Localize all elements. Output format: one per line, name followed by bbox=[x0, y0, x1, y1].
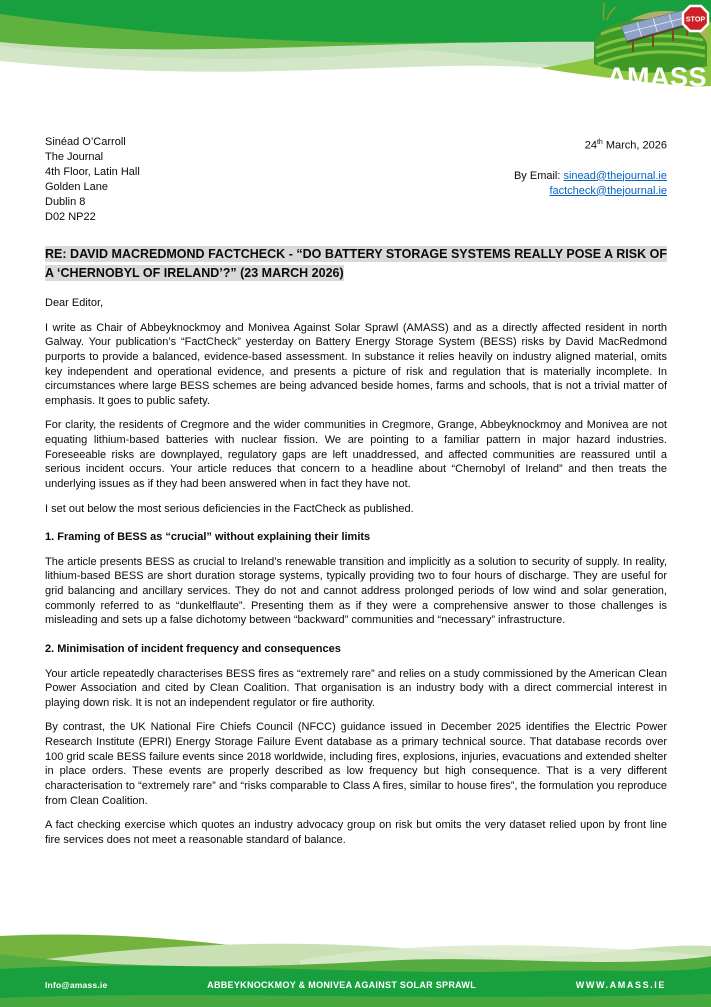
email-link-factcheck[interactable]: factcheck@thejournal.ie bbox=[549, 184, 667, 197]
letter-meta bbox=[514, 135, 667, 199]
footer-text-row bbox=[0, 980, 711, 990]
paragraph: I set out below the most serious deficiencies in the FactCheck as published. bbox=[45, 502, 414, 515]
letter-content bbox=[45, 135, 667, 847]
address-line: The Journal bbox=[45, 151, 104, 163]
grass-icon bbox=[603, 3, 616, 20]
date-day: 24 bbox=[584, 139, 597, 152]
footer-org-name: ABBEYKNOCKMOY & MONIVEA AGAINST SOLAR SPRAWL bbox=[207, 980, 477, 990]
section-heading-2: 2. Minimisation of incident frequency and consequences bbox=[45, 642, 341, 655]
address-line: Sinéad O’Carroll bbox=[45, 136, 126, 148]
footer-email-link[interactable]: Info@amass.ie bbox=[45, 980, 108, 990]
address-meta-row bbox=[45, 135, 667, 225]
stop-sign-label: STOP bbox=[685, 14, 706, 24]
address-line: Dublin 8 bbox=[45, 196, 86, 208]
address-line: 4th Floor, Latin Hall bbox=[45, 166, 140, 178]
brand-wordmark: AMASS bbox=[606, 62, 707, 92]
footer-banner bbox=[0, 930, 711, 1007]
amass-logo bbox=[591, 0, 711, 92]
email-link-sinead[interactable]: sinead@thejournal.ie bbox=[563, 169, 667, 182]
subject-highlight: RE: DAVID MACREDMOND FACTCHECK - “DO BATTERY STORAGE SYSTEMS REALLY POSE A RISK OF A ‘CHERNOBYL OF IRELAND’?” (23 MARCH 2026) bbox=[45, 247, 667, 280]
by-email-label: By Email: bbox=[513, 169, 564, 182]
by-email-line2 bbox=[514, 184, 667, 199]
by-email-line bbox=[514, 169, 667, 184]
date-ordinal: th bbox=[596, 139, 603, 146]
address-line: D02 NP22 bbox=[45, 211, 96, 223]
salutation: Dear Editor, bbox=[45, 297, 104, 309]
paragraph: The article presents BESS as crucial to Ireland’s renewable transition and implicitly as a solution to security of supply. In reality, lithium-based BESS are short duration storage systems, typically providing two to four hours of discharge. They are useful for grid balancing and ancillary services. They do not and cannot address prolonged periods of low wind and solar generation, commonly referred to as “dunkelflaute”. Presenting them as if they were a comprehensive answer to those challenges is misleading and sets up a false dichotomy between “backward” communities and “necessary” infrastructure. bbox=[45, 555, 667, 627]
paragraph: By contrast, the UK National Fire Chiefs Council (NFCC) guidance issued in December 2025 identifies the Electric Power Research Institute (EPRI) Energy Storage Failure Event database as a primary technical source. That database records over 100 grid scale BESS failure events since 2018 worldwide, including fires, explosions, injuries, evacuations and extended shelter in place orders. These events are properly described as low frequency but high consequence. That is a very different characterisation to “extremely rare” and “risks comparable to Class A fires, similar to house fires”, the formulation you reproduce from Clean Coalition. bbox=[45, 721, 667, 807]
footer-website-link[interactable]: WWW.AMASS.IE bbox=[575, 980, 666, 990]
stop-sign-icon bbox=[683, 6, 708, 31]
address-line: Golden Lane bbox=[45, 181, 108, 193]
paragraph: I write as Chair of Abbeyknockmoy and Monivea Against Solar Sprawl (AMASS) and as a directly affected resident in north Galway. Your publication’s “FactCheck” yesterday on Battery Energy Storage System (BESS) risks by David MacRedmond purports to provide a balanced, evidence-based assessment. In substance it relies heavily on industry aligned material, omits key independent and operational evidence, and presents a picture of risk and regulation that is materially incomplete. In circumstances where large BESS schemes are being advanced beside homes, farms and schools, that is not a trivial matter of emphasis. It goes to public safety. bbox=[45, 321, 667, 407]
footer-wave-graphic bbox=[0, 930, 711, 1007]
subject-heading bbox=[45, 245, 667, 282]
paragraph: Your article repeatedly characterises BESS fires as “extremely rare” and relies on a study commissioned by the American Clean Power Association and cited by Clean Coalition. That organisation is an industry body with a direct commercial interest in playing down risk. It is not an independent regulator or fire authority. bbox=[45, 667, 667, 709]
paragraph: For clarity, the residents of Cregmore and the wider communities in Cregmore, Grange, Abbeyknockmoy and Monivea are not equating lithium-based batteries with nuclear fission. We are pointing to a familiar pattern in major hazard industries. Foreseeable risks are downplayed, regulatory gaps are left unaddressed, and affected communities are reassured until a serious incident occurs. Your article reduces that concern to a headline about “Chernobyl of Ireland” and then treats the underlying issues as if they had been answered when in fact they have not. bbox=[45, 419, 667, 490]
date bbox=[514, 135, 667, 154]
section-heading-1: 1. Framing of BESS as “crucial” without explaining their limits bbox=[45, 531, 371, 544]
header-banner bbox=[0, 0, 711, 92]
paragraph: A fact checking exercise which quotes an industry advocacy group on risk but omits the very dataset relied upon by front line fire services does not meet a reasonable standard of balance. bbox=[45, 819, 667, 846]
recipient-address bbox=[45, 135, 140, 225]
date-rest: March, 2026 bbox=[602, 139, 667, 152]
